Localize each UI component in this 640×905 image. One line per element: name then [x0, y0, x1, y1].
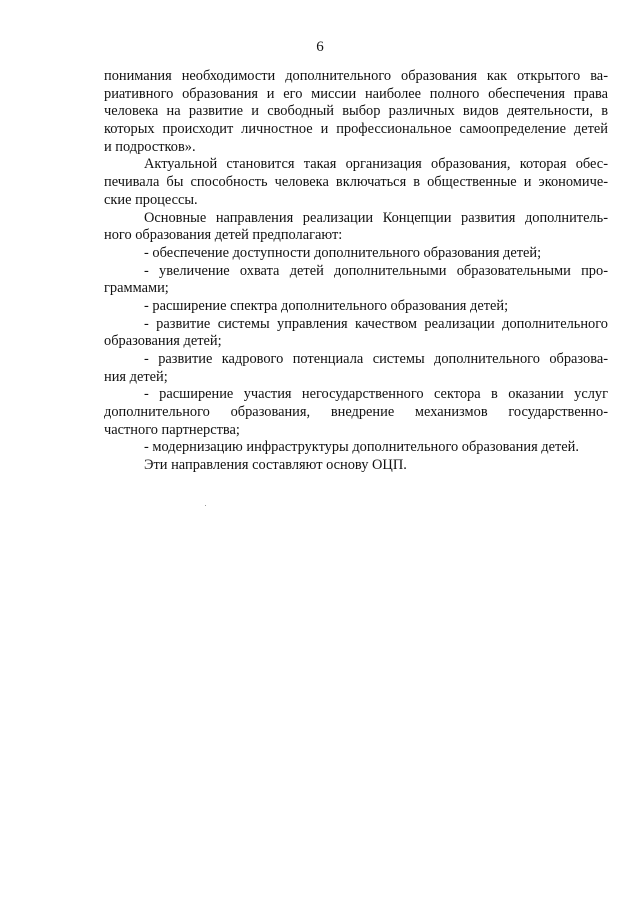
text-line: печивала бы способность человека включаться в общественные и экономиче- — [104, 174, 608, 191]
closing-sentence: Эти направления составляют основу ОЦП. — [144, 457, 407, 474]
text-line: риативного образования и его миссии наиболее полного обеспечения права — [104, 85, 608, 102]
list-item: - обеспечение доступности дополнительного образования детей; — [144, 244, 542, 261]
text-line: и подростков». — [104, 138, 196, 155]
list-item-continuation: граммами; — [104, 280, 169, 297]
list-item: - развитие системы управления качеством реализации дополнительного — [144, 315, 608, 332]
body-text — [104, 68, 608, 475]
list-item: - модернизацию инфраструктуры дополнительного образования детей. — [144, 439, 579, 456]
text-line: человека на развитие и свободный выбор различных видов деятельности, в — [104, 103, 608, 120]
list-item-continuation: частного партнерства; — [104, 421, 240, 438]
text-line: которых происходит личностное и профессиональное самоопределение детей — [104, 121, 608, 138]
list-item-continuation: образования детей; — [104, 333, 222, 350]
list-item: - расширение спектра дополнительного образования детей; — [144, 297, 509, 314]
paragraph-first-line: Актуальной становится такая организация образования, которая обес- — [144, 156, 608, 173]
list-item: - увеличение охвата детей дополнительными образовательными про- — [144, 262, 608, 279]
list-item-continuation: дополнительного образования, внедрение механизмов государственно- — [104, 404, 608, 421]
list-item: - расширение участия негосударственного сектора в оказании услуг — [144, 386, 608, 403]
scan-speck — [205, 505, 206, 506]
paragraph-first-line: Основные направления реализации Концепции развития дополнитель- — [144, 209, 608, 226]
list-item: - развитие кадрового потенциала системы дополнительного образова- — [144, 351, 608, 367]
text-line: понимания необходимости дополнительного образования как открытого ва- — [104, 68, 608, 84]
list-item-continuation: ния детей; — [104, 368, 168, 385]
text-line: ские процессы. — [104, 191, 198, 208]
page-number: 6 — [316, 39, 324, 55]
text-line: ного образования детей предполагают: — [104, 227, 343, 244]
